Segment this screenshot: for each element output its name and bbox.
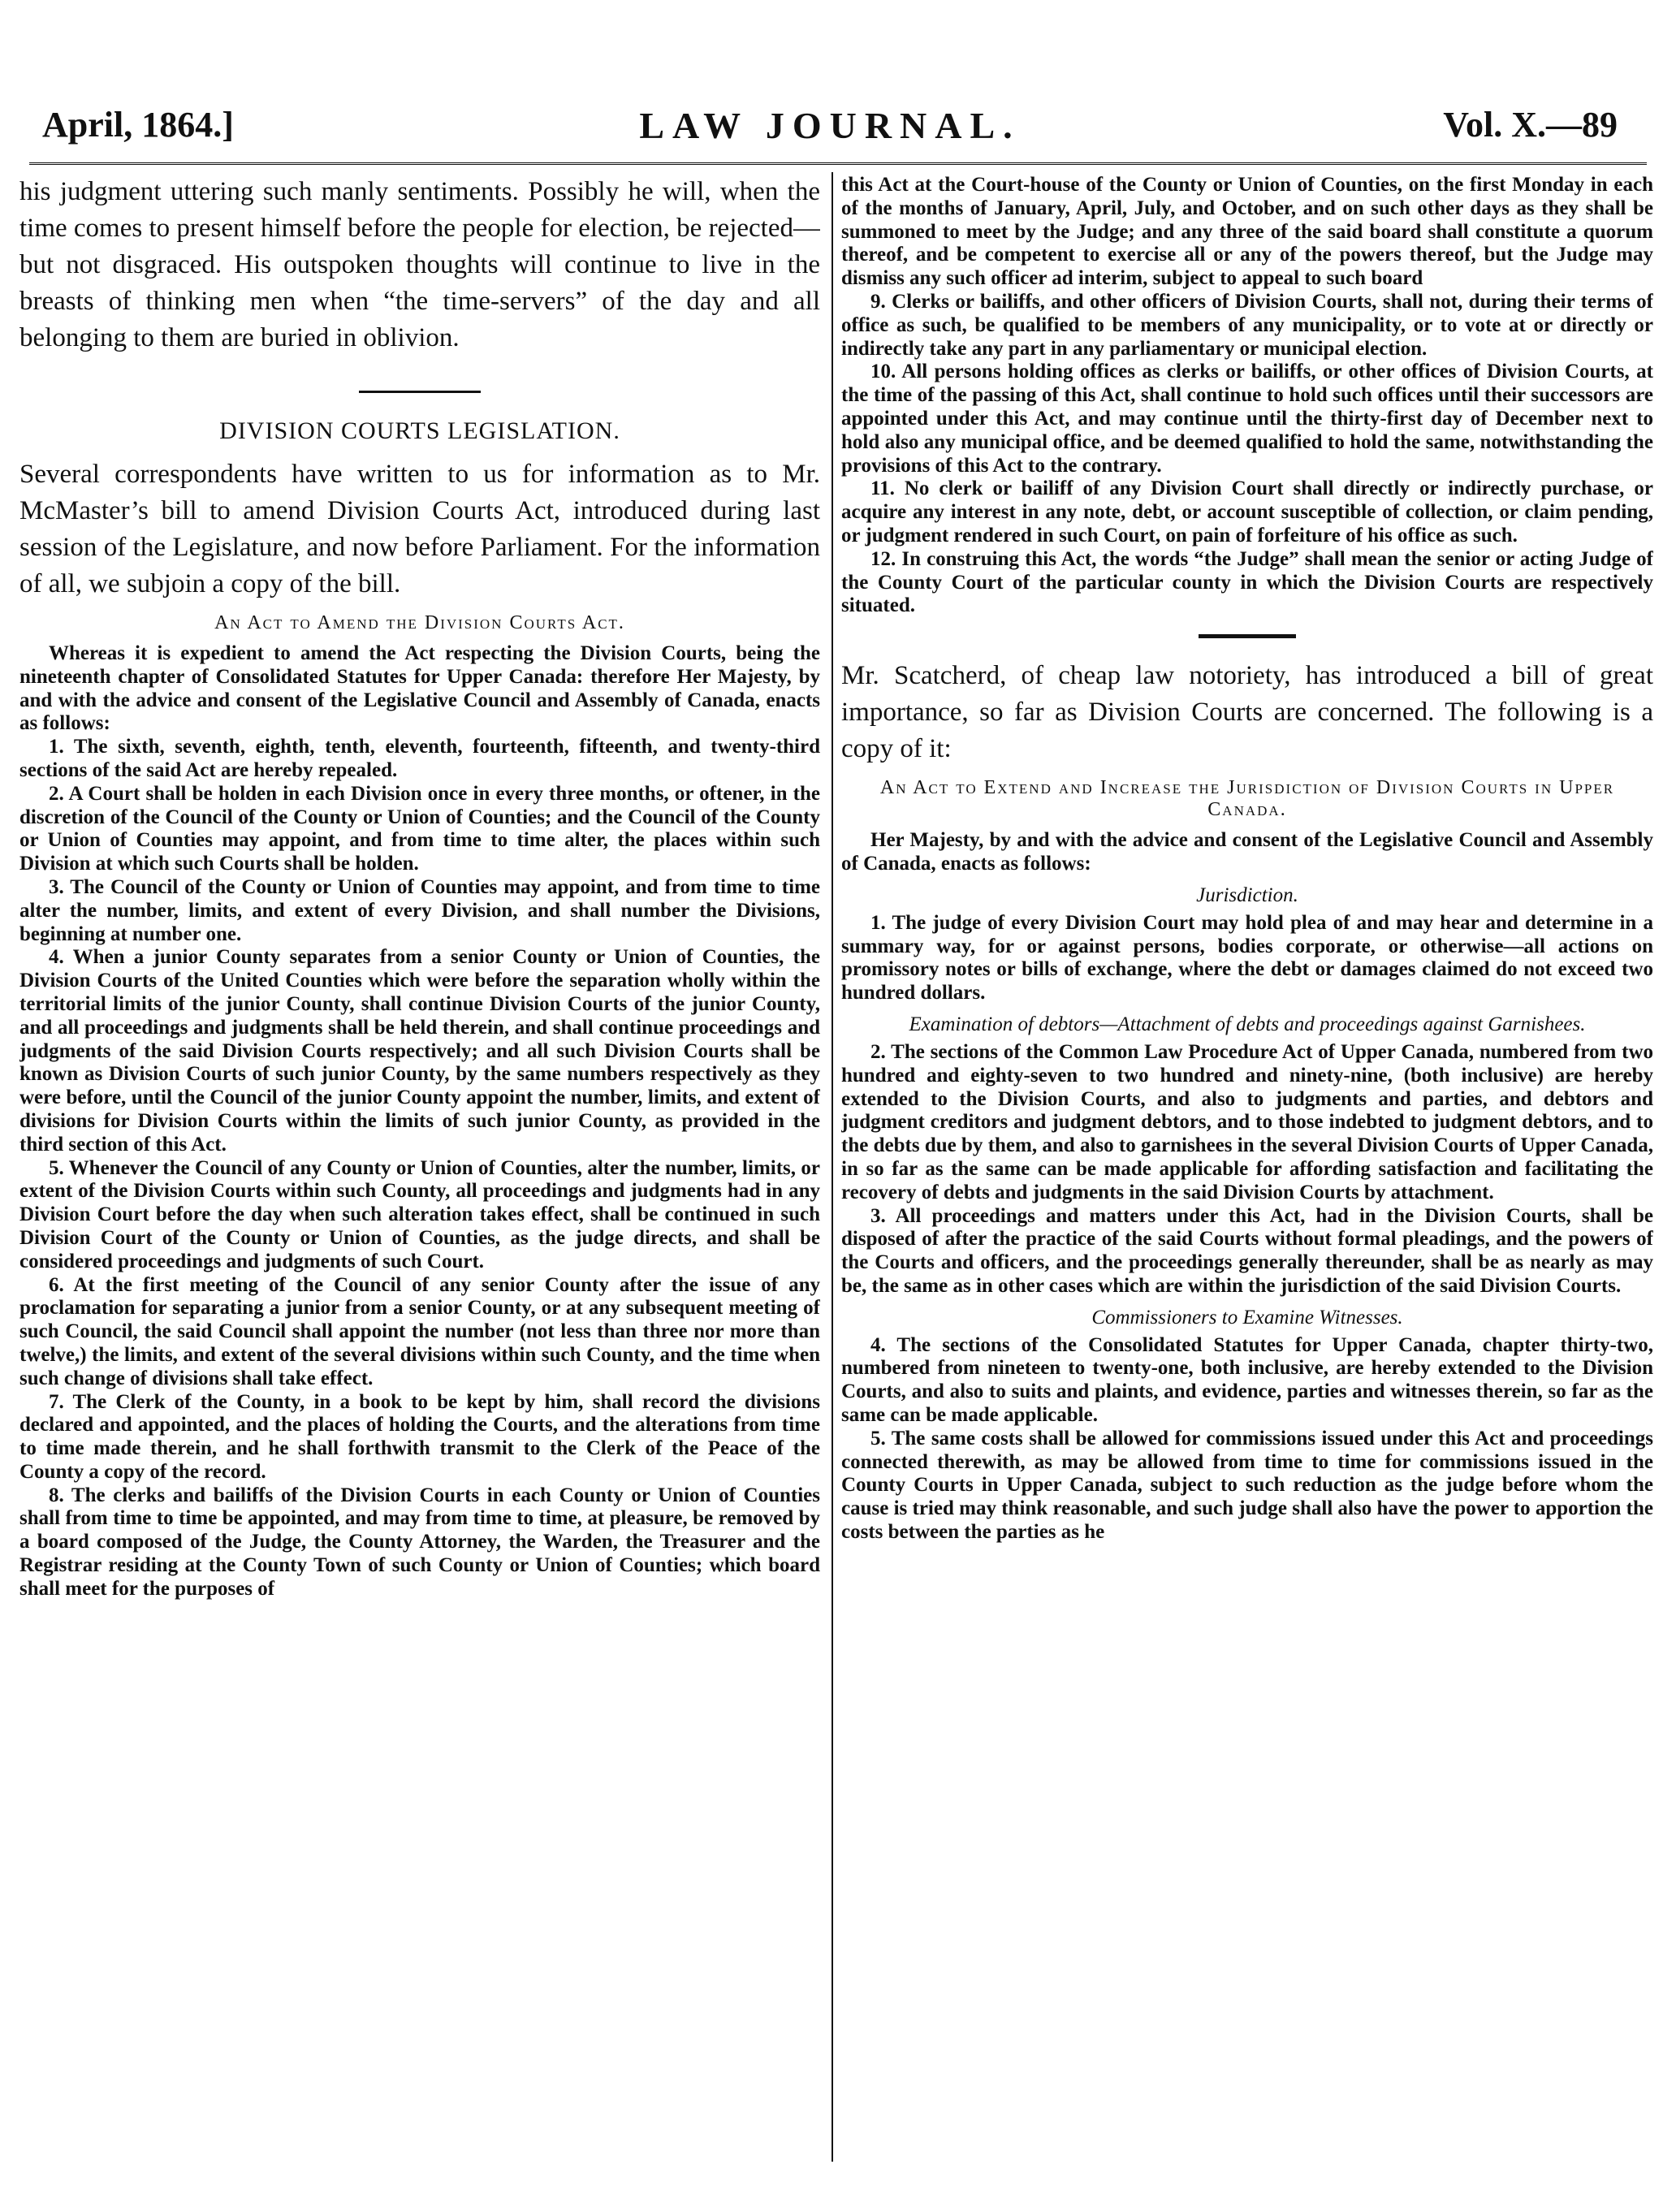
heading-jurisdiction: Jurisdiction. [1196, 884, 1298, 906]
act-section: 9. Clerks or bailiffs, and other officers of Division Courts, shall not, during their terms of office as such, be qualified to be members of any municipality, or to vote at or directly or indirectly take any part in any parliamentary or municipal election. [841, 290, 1653, 360]
running-header [42, 104, 1618, 156]
right-column [841, 174, 1653, 2162]
separator-rule [1199, 634, 1296, 638]
heading-examination: Examination of debtors—Attachment of debts and proceedings against Garnishees. [909, 1013, 1586, 1035]
act-section: 3. All proceedings and matters under this Act, had in the Division Courts, shall be disposed of after the practice of the said Courts without formal pleadings, and the powers of the Courts and officers, and the proceedings generally thereunder, shall be as nearly as may be, the same as in other cases which are within the jurisdiction of the said Division Courts. [841, 1204, 1653, 1297]
act-section: 5. Whenever the Council of any County or Union of Counties, alter the number, limits, or extent of the Division Courts within such County, all proceedings and judgments had in any Division Court before the day when such alteration takes effect, shall be continued in such Division Court of the County or Union of Counties, as the judge directs, and shall be considered proceedings and judgments of such Court. [19, 1156, 820, 1272]
act-section: 11. No clerk or bailiff of any Division Court shall directly or indirectly purchase, or acquire any interest in any note, debt, or account susceptible of collection, or claim pending, or judgment rendered in such Court, on pain of forfeiture of his office as such. [841, 477, 1653, 547]
left-column [19, 174, 820, 2162]
scatcherd-intro: Mr. Scatcherd, of cheap law notoriety, has introduced a bill of great importance, so far as Division Courts are concerned. The following is a copy of it: [841, 661, 1653, 764]
act-section: 1. The sixth, seventh, eighth, tenth, eleventh, fourteenth, fifteenth, and twenty-third sections of the said Act are hereby repealed. [19, 736, 820, 781]
act-section: 3. The Council of the County or Union of Counties may appoint, and from time to time alter the number, limits, and extent of every Division, and shall number the Divisions, beginning at number one. [19, 875, 820, 945]
act-section: 2. A Court shall be holden in each Division once in every three months, or oftener, in the discretion of the Council of the County or Union of Counties; and the Council of the County or Union of Counties may appoint, and from time to time alter, the places within such Division at which such Courts shall be holden. [19, 782, 820, 875]
header-volume-page: Vol. X.—89 [1443, 105, 1618, 145]
act-body [841, 829, 1653, 876]
act-section: 4. The sections of the Consolidated Statutes for Upper Canada, chapter thirty-two, numbered from nineteen to twenty-one, both inclusive, are hereby extended to the Division Courts, and also to suits and plaints, and evidence, parties and witnesses therein, so far as the same can be made applicable. [841, 1333, 1653, 1427]
act-title: An Act to Extend and Increase the Jurisdiction of Division Courts in Upper Canada. [879, 777, 1615, 821]
act-section: 10. All persons holding offices as clerks or bailiffs, or other offices of Division Courts, at the time of the passing of this Act, shall continue to hold such offices until their successors are appointed under this Act, and may continue until the thirty-first day of December next to hold also any municipal office, and be deemed qualified to hold the same, notwithstanding the provisions of this Act to the contrary. [841, 361, 1653, 477]
column-divider [832, 172, 833, 2162]
act-body [19, 642, 820, 1601]
header-journal-title: LAW JOURNAL. [639, 105, 1021, 146]
heading-commissioners: Commissioners to Examine Witnesses. [1091, 1306, 1403, 1328]
act-title: An Act to Amend the Division Courts Act. [214, 612, 625, 633]
act-preamble: Whereas it is expedient to amend the Act respecting the Division Courts, being the nineteenth chapter of Consolidated Statutes for Upper Canada: therefore Her Majesty, by and with the advice and consent of the Legislative Council and Assembly of Canada, enacts as follows: [19, 642, 820, 735]
act-section: 4. When a junior County separates from a senior County or Union of Counties, the Division Courts of the United Counties which were before the separation wholly within the territorial limits of the junior County, shall continue Division Courts of the junior County, and all proceedings and judgments shall be held therein, and shall continue proceedings and judgments of the said Division Courts respectively; and all such Division Courts shall be known as Division Courts of such junior County, by the same numbers respectively as they were before, until the Council of the junior County appoint the number, limits, and extent of divisions for Division Courts within the limits of such junior County, as provided in the third section of this Act. [19, 946, 820, 1156]
article-continuation: his judgment uttering such manly sentiments. Possibly he will, when the time comes to present himself before the people for election, be rejected—but not disgraced. His outspoken thoughts will continue to live in the breasts of thinking men when “the time-servers” of the day and all belonging to them are buried in oblivion. [19, 177, 820, 352]
act-section: 12. In construing this Act, the words “the Judge” shall mean the senior or acting Judge of the County Court of the particular county in which the Division Courts are respectively situated. [841, 547, 1653, 617]
section-intro: Several correspondents have written to us for information as to Mr. McMaster’s bill to amend Division Courts Act, introduced during last session of the Legislature, and now before Parliament. For the information of all, we subjoin a copy of the bill. [19, 460, 820, 598]
act-section: 7. The Clerk of the County, in a book to be kept by him, shall record the divisions declared and appointed, and the places of holding the Courts, and the alterations from time to time made therein, and he shall forthwith transmit to the Clerk of the Peace of the County a copy of the record. [19, 1390, 820, 1483]
act-preamble: Her Majesty, by and with the advice and consent of the Legislative Council and Assembly of Canada, enacts as follows: [841, 829, 1653, 875]
act-body [841, 1041, 1653, 1298]
act-section-continuation: this Act at the Court-house of the County or Union of Counties, on the first Monday in each of the months of January, April, July, and October, and on such other days as they shall be summoned to meet by the Judge; and any three of the said board shall constitute a quorum thereof, and be competent to exercise all or any of the powers thereof, but the Judge may dismiss any such officer ad interim, subject to appeal to such board [841, 174, 1653, 290]
header-rule [29, 162, 1647, 165]
act-section: 6. At the first meeting of the Council of any senior County after the issue of any proclamation for separating a junior from a senior County, or at any subsequent meeting of such Council, the said Council shall appoint the number (not less than three nor more than twelve,) the limits, and extent of the several divisions within such County, and the time when such change of divisions shall take effect. [19, 1273, 820, 1389]
act-body [841, 1334, 1653, 1545]
act-section: 1. The judge of every Division Court may hold plea of and may hear and determine in a summary way, for or against persons, bodies corporate, or otherwise—all actions on promissory notes or bills of exchange, where the debt or damages claimed do not exceed two hundred dollars. [841, 911, 1653, 1004]
section-title: DIVISION COURTS LEGISLATION. [219, 417, 620, 444]
act-body [841, 912, 1653, 1005]
act-body-continued [841, 174, 1653, 618]
header-date: April, 1864.] [42, 105, 234, 145]
act-section: 5. The same costs shall be allowed for commissions issued under this Act and proceedings connected therewith, as may be allowed from time to time for commissions issued in the County Courts in Upper Canada, subject to such reduction as the judge before whom the cause is tried may think reasonable, and such judge shall also have the power to apportion the costs between the parties as he [841, 1427, 1653, 1544]
act-section: 8. The clerks and bailiffs of the Division Courts in each County or Union of Counties shall from time to time be appointed, and may from time to time, at pleasure, be removed by a board composed of the Judge, the County Attorney, the Warden, the Treasurer and the Registrar residing at the County Town of such County or Union of Counties; which board shall meet for the purposes of [19, 1484, 820, 1600]
separator-rule [359, 391, 481, 393]
act-section: 2. The sections of the Common Law Procedure Act of Upper Canada, numbered from two hundred and eighty-seven to two hundred and ninety-nine, (both inclusive) are hereby extended to the Division Courts, and also to judgments and parties, and debtors and judgment creditors and judgment debtors, and to those indebted to judgment debtors, and to the debts due by them, and also to garnishees in the several Division Courts of Upper Canada, in so far as the same can be made applicable for affording satisfaction and facilitating the recovery of debts and judgments in the said Division Courts by attachment. [841, 1040, 1653, 1203]
